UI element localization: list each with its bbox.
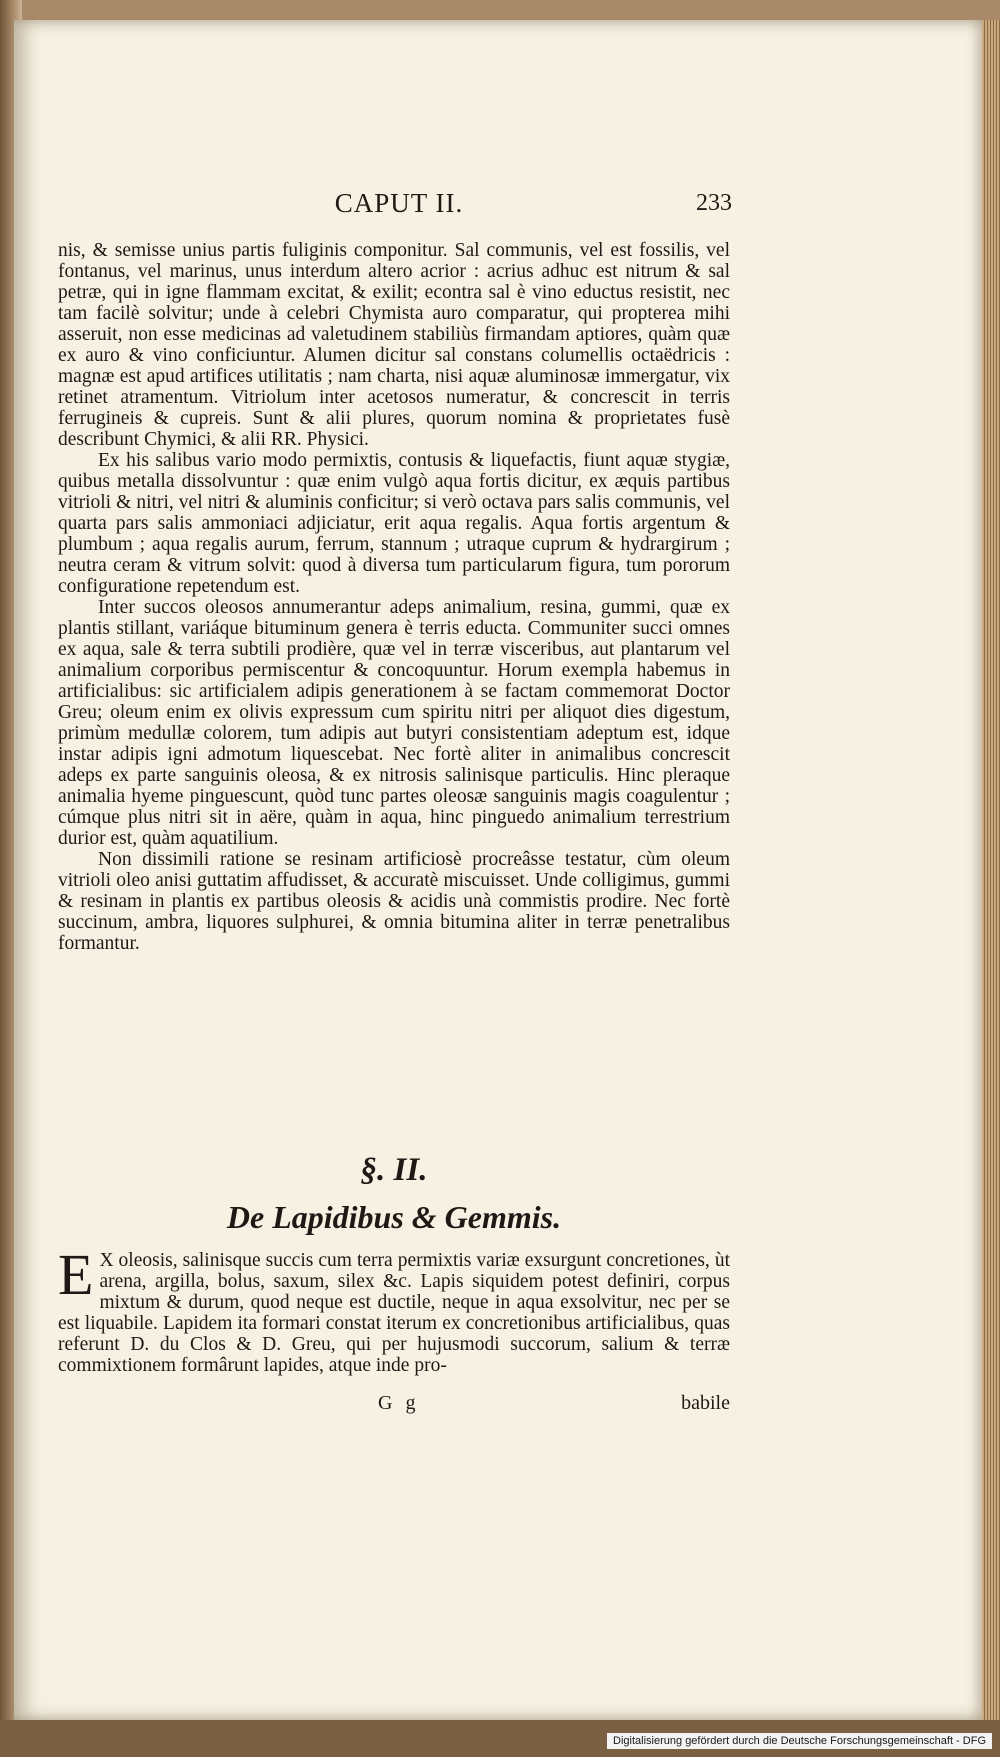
page-fore-edge — [982, 20, 1000, 1720]
paragraph-4: Non dissimili ratione se resinam artificiosè procreâsse testatur, cùm oleum vitrioli oleo anisi guttatim affudisset, & accuratè miscuisset. Unde colligimus, gummi & resinam in plantis ex partibus oleosis & acidis unà commistis prodire. Nec fortè succinum, ambra, liquores sulphurei, & omnia bitumina aliter in terræ penetralibus formantur. — [58, 849, 730, 954]
page-header — [66, 188, 732, 224]
drop-cap: E — [58, 1242, 94, 1307]
paragraph-1: nis, & semisse unius partis fuliginis componitur. Sal communis, vel est fossilis, vel fontanus, vel marinus, unus interdum altero acrior : acrius adhuc est nitrum & sal petræ, qui in igne flammam excitat, & exilit; econtra sal è vino eductus resistit, nec tam facilè solvitur; unde à celebri Chymista auro comparatur, qui propterea mihi asseruit, non esse medicinas ad valetudinem stabiliùs firmandam aptiores, quàm quæ ex auro & vino conficiuntur. Alumen dicitur sal constans columellis octaëdricis : magnæ est apud artifices utilitatis ; nam charta, nisi aquæ aluminosæ immergatur, vix retinet atramentum. Vitriolum inter acetosos numeratur, & concrescit in terris ferrugineis & cupreis. Sunt & alii plures, quorum nomina & proprietates fusè describunt Chymici, & alii RR. Physici. — [58, 240, 730, 450]
body-text — [58, 240, 730, 954]
signature-mark: G g — [378, 1392, 420, 1414]
page-number: 233 — [696, 190, 732, 216]
section-title: De Lapidibus & Gemmis. — [226, 1199, 562, 1235]
catchword: babile — [681, 1392, 730, 1414]
facing-page-bleed — [6, 240, 18, 1240]
running-title: CAPUT II. — [334, 188, 464, 218]
digitization-credit: Digitalisierung gefördert durch die Deutsche Forschungsgemeinschaft - DFG — [607, 1733, 992, 1749]
page-footer — [58, 1392, 730, 1418]
section-block — [58, 1152, 730, 1376]
section-mark: §. II. — [360, 1152, 428, 1188]
section-paragraph — [58, 1242, 730, 1376]
section-text: X oleosis, salinisque succis cum terra permixtis variæ exsurgunt concretiones, ùt arena, argilla, bolus, saxum, silex &c. Lapis siquidem potest definiri, corpus mixtum & durum, quod neque est ductile, neque in aqua exsolvitur, nec per se est liquabile. Lapidem ita formari constat iterum ex concretionibus artificialibus, quas referunt D. du Clos & D. Greu, qui per hujusmodi succorum, salium & terræ commixtionem formârunt lapides, atque inde pro- — [58, 1250, 730, 1376]
paragraph-3: Inter succos oleosos annumerantur adeps animalium, resina, gummi, quæ ex plantis stillant, variáque bituminum genera è terris educta. Communiter succi omnes ex aqua, sale & terra subtili prodière, quæ vel in terræ visceribus, aut plantarum vel animalium corporibus permiscentur & concoquuntur. Horum exempla habemus in artificialibus: sic artificialem adipis generationem à se factam commemorat Doctor Greu; oleum enim ex olivis expressum cum spiritu nitri per aliquot dies digestum, primùm medullæ colorem, tum adipis aut butyri consistentiam adeptum est, idque instar adipis igni admotum liquescebat. Nec fortè aliter in animalibus concrescit adeps ex parte sanguinis oleosa, & ex nitrosis salinisque particulis. Hinc pleraque animalia hyeme pinguescunt, quòd tunc partes oleosæ sanguinis magis coagulentur ; cúmque plus nitri sit in aëre, quàm in aqua, hinc pinguedo animalium terrestrium durior est, quàm aquatilium. — [58, 597, 730, 849]
paragraph-2: Ex his salibus vario modo permixtis, contusis & liquefactis, fiunt aquæ stygiæ, quibus metalla dissolvuntur : quæ enim vulgò aqua fortis dicitur, ex æquis partibus vitrioli & nitri, vel nitri & aluminis conficitur; si verò octava pars salis communis, vel quarta pars salis ammoniaci adjiciatur, erit aqua regalis. Aqua fortis argentum & plumbum ; aqua regalis aurum, ferrum, stannum ; utraque cuprum & hydrargirum ; neutra ceram & vitrum solvit: quod à diversa tum particularum figura, tum pororum configuratione repetendum est. — [58, 450, 730, 597]
